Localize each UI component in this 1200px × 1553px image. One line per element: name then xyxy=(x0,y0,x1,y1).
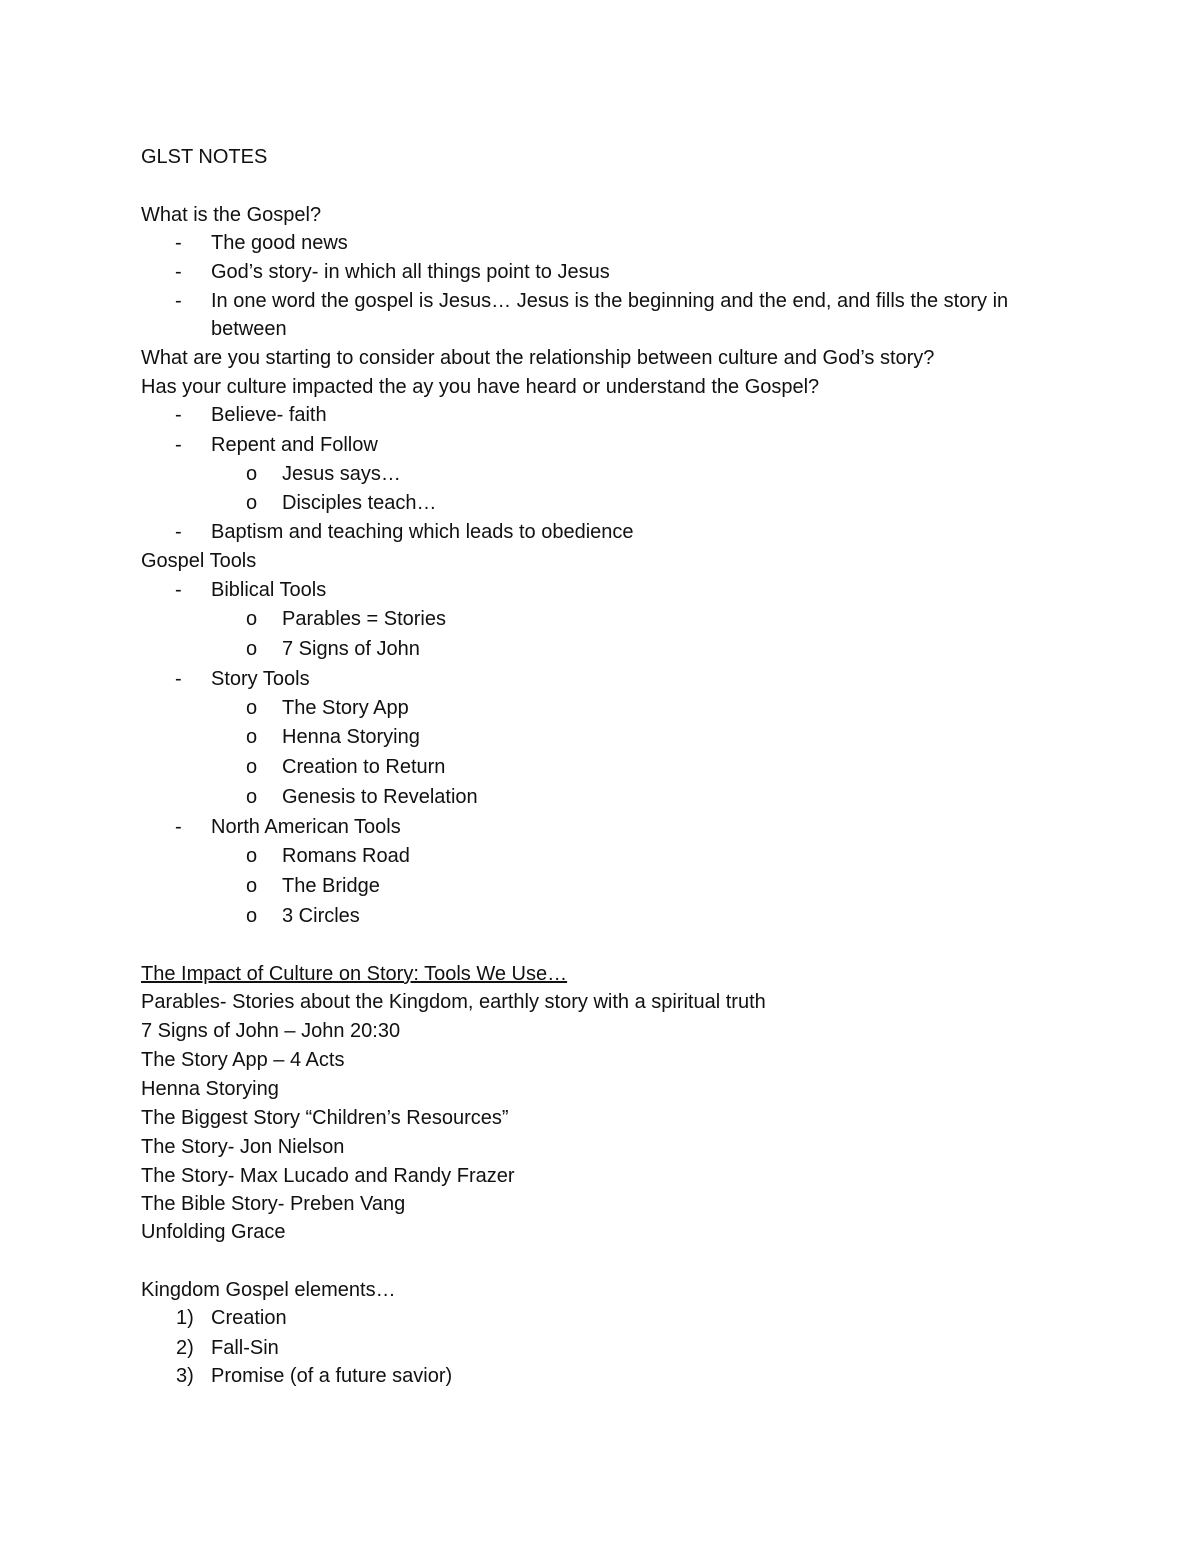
bullet-circle: o xyxy=(246,638,258,660)
bullet-circle: o xyxy=(246,726,258,748)
tool-item: 7 Signs of John xyxy=(282,638,420,660)
bullet-dash: - xyxy=(175,521,182,543)
list-item: Repent and Follow xyxy=(211,434,378,456)
kingdom-heading: Kingdom Gospel elements… xyxy=(141,1279,396,1301)
list-number: 1) xyxy=(176,1307,194,1329)
impact-line: The Story- Jon Nielson xyxy=(141,1136,345,1158)
bullet-dash: - xyxy=(175,232,182,254)
list-item: Baptism and teaching which leads to obedience xyxy=(211,521,634,543)
impact-line: The Story App – 4 Acts xyxy=(141,1049,345,1071)
tool-item: The Story App xyxy=(282,697,409,719)
tool-item: 3 Circles xyxy=(282,905,360,927)
list-item-continued: between xyxy=(211,318,287,340)
bullet-dash: - xyxy=(175,434,182,456)
tool-item: Henna Storying xyxy=(282,726,420,748)
tool-item: The Bridge xyxy=(282,875,380,897)
bullet-circle: o xyxy=(246,608,258,630)
bullet-dash: - xyxy=(175,668,182,690)
list-number: 2) xyxy=(176,1337,194,1359)
bullet-dash: - xyxy=(175,404,182,426)
tool-item: Parables = Stories xyxy=(282,608,446,630)
impact-line: The Bible Story- Preben Vang xyxy=(141,1193,406,1215)
sub-list-item: Disciples teach… xyxy=(282,492,437,514)
tool-group-label: Biblical Tools xyxy=(211,579,327,601)
bullet-dash: - xyxy=(175,816,182,838)
bullet-dash: - xyxy=(175,579,182,601)
list-item: God’s story- in which all things point to Jesus xyxy=(211,261,610,283)
list-item: Believe- faith xyxy=(211,404,327,426)
impact-line: The Biggest Story “Children’s Resources” xyxy=(141,1107,509,1129)
list-item: The good news xyxy=(211,232,348,254)
impact-line: 7 Signs of John – John 20:30 xyxy=(141,1020,401,1042)
list-item: In one word the gospel is Jesus… Jesus is the beginning and the end, and fills the story in xyxy=(211,290,1009,312)
list-number: 3) xyxy=(176,1365,194,1387)
document-title: GLST NOTES xyxy=(141,146,268,168)
tool-item: Creation to Return xyxy=(282,756,446,778)
bullet-circle: o xyxy=(246,463,258,485)
impact-line: Parables- Stories about the Kingdom, earthly story with a spiritual truth xyxy=(141,991,766,1013)
tool-group-label: Story Tools xyxy=(211,668,310,690)
impact-heading: The Impact of Culture on Story: Tools We Use… xyxy=(141,963,568,985)
gospel-question: What is the Gospel? xyxy=(141,204,322,226)
gospel-tools-heading: Gospel Tools xyxy=(141,550,257,572)
kingdom-item: Creation xyxy=(211,1307,287,1329)
bullet-circle: o xyxy=(246,875,258,897)
bullet-dash: - xyxy=(175,290,182,312)
impact-line: The Story- Max Lucado and Randy Frazer xyxy=(141,1165,515,1187)
impact-line: Henna Storying xyxy=(141,1078,279,1100)
bullet-circle: o xyxy=(246,845,258,867)
bullet-circle: o xyxy=(246,786,258,808)
sub-list-item: Jesus says… xyxy=(282,463,401,485)
tool-group-label: North American Tools xyxy=(211,816,401,838)
bullet-circle: o xyxy=(246,492,258,514)
kingdom-item: Fall-Sin xyxy=(211,1337,279,1359)
tool-item: Genesis to Revelation xyxy=(282,786,478,808)
culture-question: What are you starting to consider about the relationship between culture and God’s story? xyxy=(141,347,935,369)
kingdom-item: Promise (of a future savior) xyxy=(211,1365,453,1387)
bullet-circle: o xyxy=(246,697,258,719)
tool-item: Romans Road xyxy=(282,845,410,867)
impact-question: Has your culture impacted the ay you have heard or understand the Gospel? xyxy=(141,376,820,398)
bullet-circle: o xyxy=(246,905,258,927)
bullet-circle: o xyxy=(246,756,258,778)
bullet-dash: - xyxy=(175,261,182,283)
impact-line: Unfolding Grace xyxy=(141,1221,286,1243)
